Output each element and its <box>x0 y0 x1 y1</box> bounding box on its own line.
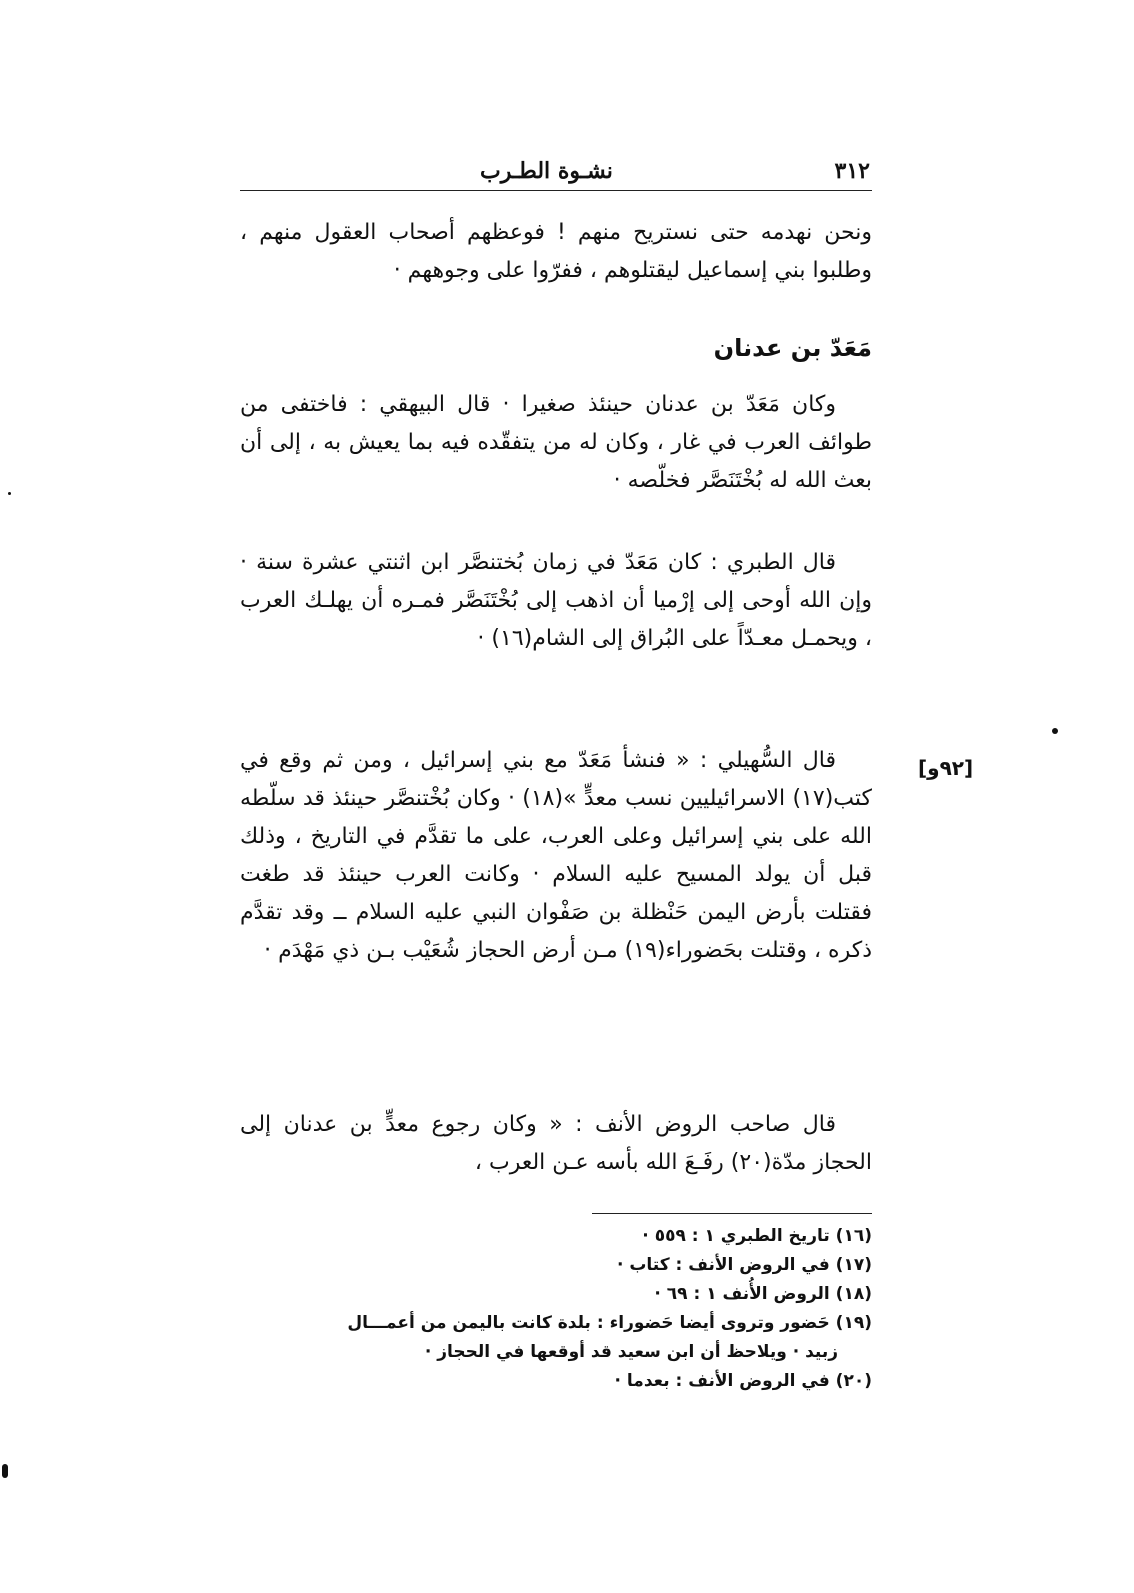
footnote-divider <box>592 1213 872 1214</box>
paragraph-5: قال صاحب الروض الأنف : « وكان رجوع معدٍّ بن عدنان إلى الحجاز مدّة(٢٠) رفَـعَ الله بأسه عـن العرب ، <box>240 1112 872 1175</box>
scan-speck <box>8 492 11 495</box>
paragraph-3: قال الطبري : كان مَعَدّ في زمان بُختنصَّر ابن اثنتي عشرة سنة · وإن الله أوحى إلى إرْميا أن اذهب إلى بُخْتَنَصَّر فمـره أن يهلـك العرب ، ويحمـل معـدّاً على البُراق إلى الشام(١٦) · <box>240 550 872 651</box>
paragraph-4: قال السُّهيلي : « فنشأ مَعَدّ مع بني إسرائيل ، ومن ثم وقع في كتب(١٧) الاسرائيليين نسب معدٍّ »(١٨) · وكان بُخْتنصَّر حينئذ قد سلّطه الله على بني إسرائيل وعلى العرب، على ما تقدَّم في التاريخ ، وذلك قبل أن يولد المسيح عليه السلام · وكانت العرب حينئذ قد طغت فقتلت بأرض اليمن حَنْظلة بن صَفْوان النبي عليه السلام ــ وقد تقدَّم ذكره ، وقتلت بحَضوراء(١٩) مـن أرض الحجاز شُعَيْب بـن ذي مَهْدَم · <box>240 748 872 963</box>
page-number: ٣١٢ <box>834 158 870 184</box>
scan-speck <box>2 1464 8 1478</box>
footnote-17: (١٧) في الروض الأنف : كتاب · <box>616 1255 872 1275</box>
scan-speck <box>1052 728 1058 734</box>
running-header <box>240 160 872 191</box>
paragraph-1: ونحن نهدمه حتى نستريح منهم ! فوعظهم أصحاب العقول منهم ، وطلبوا بني إسماعيل ليقتلوهم ، ففرّوا على وجوههم · <box>240 220 872 283</box>
section-heading: مَعَدّ بن عدنان <box>713 334 872 362</box>
footnote-16: (١٦) تاريخ الطبري ١ : ٥٥٩ · <box>642 1226 872 1246</box>
footnote-18: (١٨) الروض الأُنف ١ : ٦٩ · <box>654 1284 872 1304</box>
running-title: نشـوة الطـرب <box>480 158 613 184</box>
paragraph-2: وكان مَعَدّ بن عدنان حينئذ صغيرا · قال البيهقي : فاختفى من طوائف العرب في غار ، وكان له من يتفقّده فيه بما يعيش به ، إلى أن بعث الله له بُخْتَنَصَّر فخلّصه · <box>240 392 872 493</box>
footnote-19-continuation: زبيد · ويلاحظ أن ابن سعيد قد أوقعها في الحجاز · <box>424 1342 838 1362</box>
manuscript-folio-note: [٩٢و] <box>918 756 974 780</box>
footnote-20: (٢٠) في الروض الأنف : بعدما · <box>614 1371 872 1391</box>
footnotes <box>240 1222 872 1396</box>
footnote-19: (١٩) حَضور وتروى أيضا حَضوراء : بلدة كانت باليمن من أعمـــال <box>347 1313 872 1333</box>
